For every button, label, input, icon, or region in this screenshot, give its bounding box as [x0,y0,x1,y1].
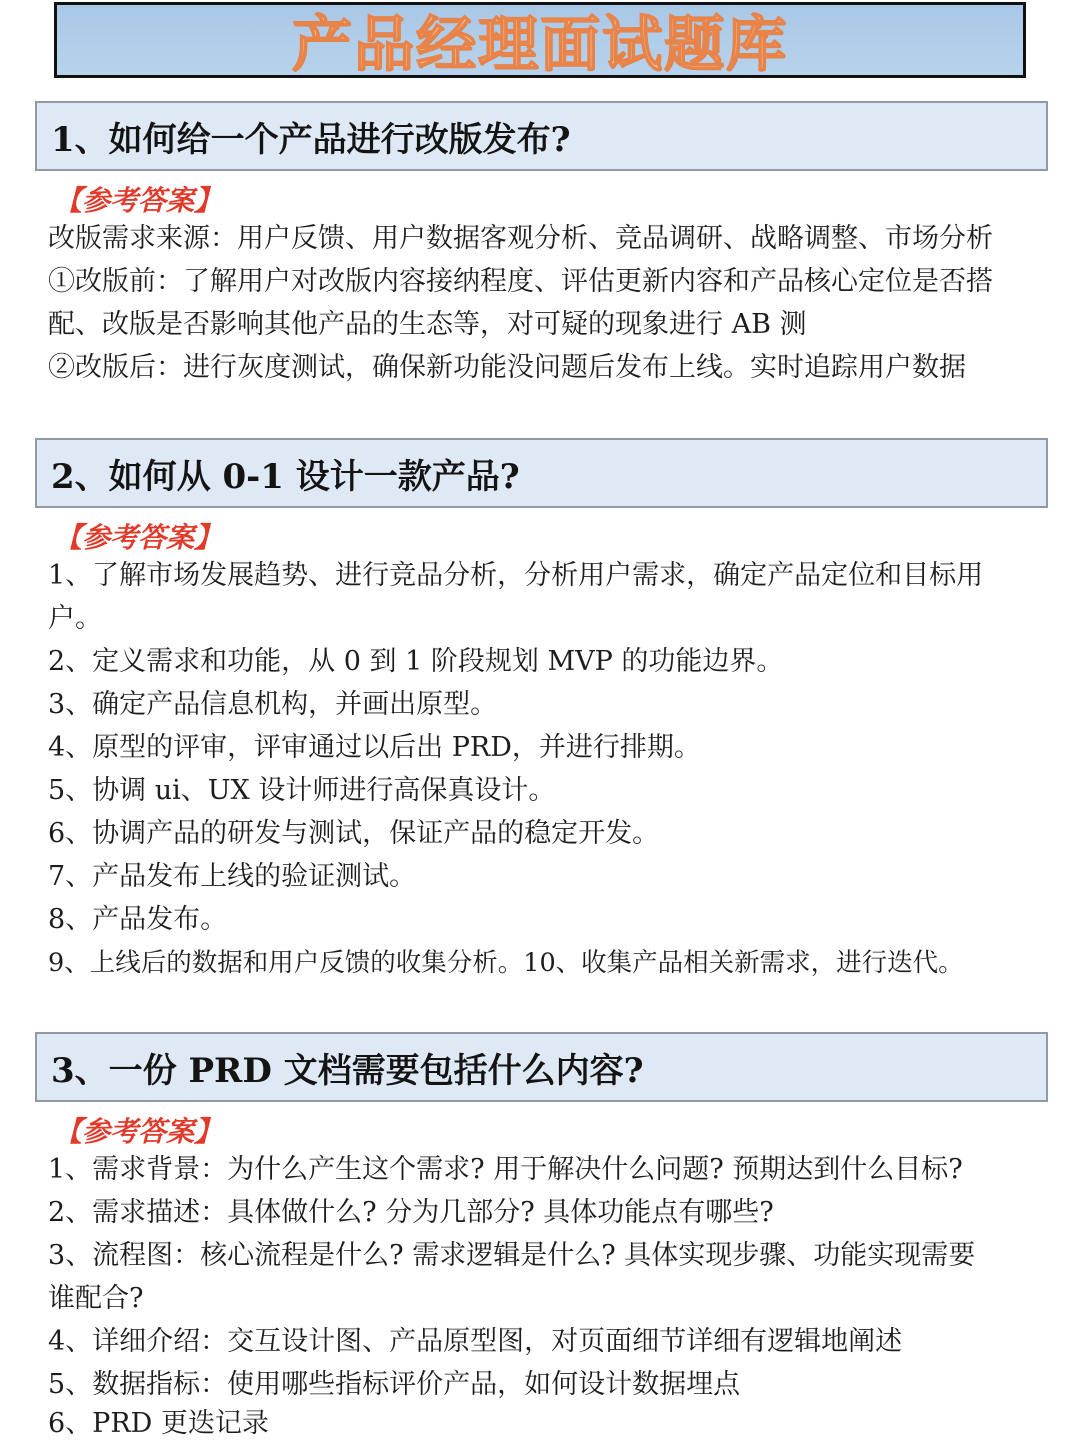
answer-line: 谁配合? [48,1283,144,1314]
answer-line: 4、原型的评审，评审通过以后出 PRD，并进行排期。 [48,732,701,763]
answer-line: 5、协调 ui、UX 设计师进行高保真设计。 [48,775,556,806]
answer-line: 9、上线后的数据和用户反馈的收集分析。10、收集产品相关新需求，进行迭代。 [48,948,964,978]
question-box [35,1032,1048,1102]
answer-line: ①改版前：了解用户对改版内容接纳程度、评估更新内容和产品核心定位是否搭 [48,266,993,297]
answer-line: 2、定义需求和功能，从 0 到 1 阶段规划 MVP 的功能边界。 [48,646,784,677]
qa-section-2 [0,438,1080,998]
answer-line: ②改版后：进行灰度测试，确保新功能没问题后发布上线。实时追踪用户数据 [48,352,966,383]
answer-line: 改版需求来源：用户反馈、用户数据客观分析、竞品调研、战略调整、市场分析 [48,223,993,254]
question-text: 3、一份 PRD 文档需要包括什么内容? [51,1050,644,1091]
answer-line: 户。 [48,603,102,634]
question-box [35,101,1048,171]
answer-line: 1、了解市场发展趋势、进行竞品分析，分析用户需求，确定产品定位和目标用 [48,560,984,591]
answer-line: 6、PRD 更迭记录 [48,1408,269,1439]
answer-line: 1、需求背景：为什么产生这个需求? 用于解决什么问题? 预期达到什么目标? [48,1154,963,1185]
answer-line: 2、需求描述：具体做什么? 分为几部分? 具体功能点有哪些? [48,1197,774,1228]
answer-line: 8、产品发布。 [48,904,228,935]
answer-label: 【参考答案】 [54,1115,223,1148]
qa-section-3 [0,1032,1080,1440]
answer-label: 【参考答案】 [54,184,223,217]
answer-line: 6、协调产品的研发与测试，保证产品的稳定开发。 [48,818,660,849]
answer-line: 4、详细介绍：交互设计图、产品原型图，对页面细节详细有逻辑地阐述 [48,1326,903,1357]
answer-line: 5、数据指标：使用哪些指标评价产品，如何设计数据埋点 [48,1369,741,1400]
qa-section-1 [0,101,1080,401]
answer-line: 3、确定产品信息机构，并画出原型。 [48,689,498,720]
page-title: 产品经理面试题库 [292,10,788,80]
answer-line: 配、改版是否影响其他产品的生态等，对可疑的现象进行 AB 测 [48,309,807,340]
answer-line: 3、流程图：核心流程是什么? 需求逻辑是什么? 具体实现步骤、功能实现需要 [48,1240,976,1271]
question-text: 2、如何从 0-1 设计一款产品? [51,456,520,497]
question-box [35,438,1048,508]
answer-label: 【参考答案】 [54,521,223,554]
question-text: 1、如何给一个产品进行改版发布? [51,119,571,160]
answer-line: 7、产品发布上线的验证测试。 [48,861,417,892]
title-banner [54,2,1026,78]
